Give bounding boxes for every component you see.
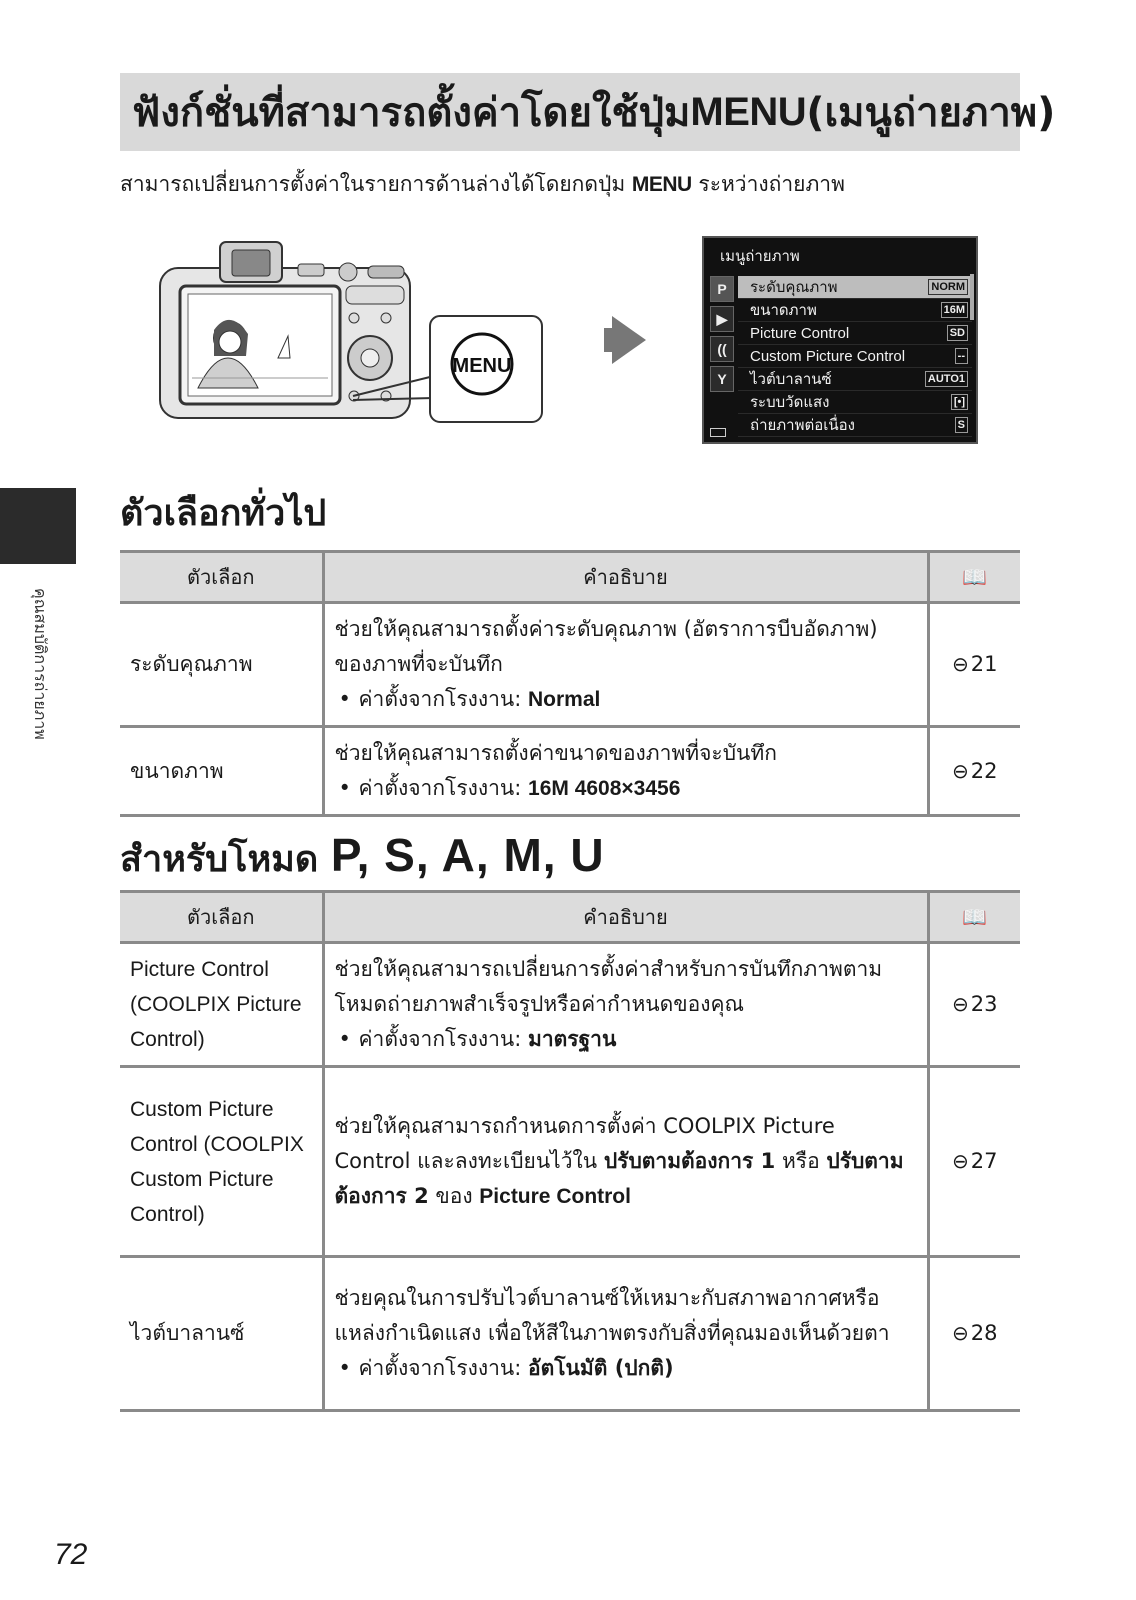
menu-word: MENU [690,89,807,134]
screen-item-label: ถ่ายภาพต่อเนื่อง [750,417,855,434]
option-description [323,1067,928,1257]
screen-scrollbar [970,274,974,320]
default-label: ค่าตั้งจากโรงงาน: [358,687,529,711]
reference-number: 28 [970,1321,998,1345]
reference-number: 22 [970,758,998,783]
table-row [120,727,1020,816]
description-text: ช่วยให้คุณสามารถกำหนดการตั้งค่า COOLPIX Picture Control และลงทะเบียนไว้ใน [334,1114,835,1173]
col-header-option: ตัวเลือก [120,552,323,603]
reference-icon: ⊖ [952,992,969,1016]
mode-letters: P, S, A, M, U [330,829,605,881]
page-reference[interactable] [928,727,1020,816]
arrow-right-icon [612,316,646,364]
wireless-tab-icon[interactable]: (( [710,336,734,362]
section-heading-modes [120,828,605,887]
description-bold: ปรับตามต้องการ 1 [603,1149,776,1173]
screen-menu-item[interactable] [738,368,972,391]
screen-tab-icons [710,276,734,396]
screen-menu-item[interactable] [738,345,972,368]
reference-icon: ⊖ [952,1149,969,1173]
modes-heading-text: สำหรับโหมด [120,839,331,880]
reference-icon: ⊖ [952,652,969,676]
intro-text [120,168,1020,201]
default-label: ค่าตั้งจากโรงงาน: [358,1027,529,1051]
screen-item-value: NORM [928,279,968,295]
description-text: ช่วยให้คุณสามารถตั้งค่าระดับคุณภาพ (อัตราการบีบอัดภาพ) ของภาพที่จะบันทึก [334,617,878,676]
option-description [323,727,928,816]
page-number: 72 [54,1538,88,1571]
shooting-tab-icon[interactable]: P [710,276,734,302]
table-row [120,1067,1020,1257]
default-setting [335,682,917,717]
battery-icon [710,428,726,437]
col-header-description: คำอธิบาย [323,892,928,943]
description-text: ช่วยคุณในการปรับไวต์บาลานซ์ให้เหมาะกับสภาพอากาศหรือแหล่งกำเนิดแสง เพื่อให้สีในภาพตรงกับสิ่งที่คุณมองเห็นด้วยตา [334,1286,890,1345]
option-name: Custom Picture Control (COOLPIX Custom Picture Control) [120,1067,323,1257]
option-description [323,603,928,727]
page-reference[interactable] [928,603,1020,727]
reference-number: 27 [970,1149,998,1173]
screen-item-label: ขนาดภาพ [750,302,817,319]
description-text: ของ [428,1184,480,1208]
screen-item-label: ระดับคุณภาพ [750,279,838,296]
default-setting [335,1351,917,1386]
screen-menu-item[interactable] [738,276,972,299]
page-reference[interactable] [928,1067,1020,1257]
page-title [120,73,1056,151]
screen-item-label: ไวต์บาลานซ์ [750,371,832,388]
description-text: ช่วยให้คุณสามารถเปลี่ยนการตั้งค่าสำหรับการบันทึกภาพตามโหมดถ่ายภาพสำเร็จรูปหรือค่ากำหนดของคุณ [334,957,883,1016]
option-description [323,943,928,1067]
option-name: Picture Control (COOLPIX Picture Control) [120,943,323,1067]
option-name: ระดับคุณภาพ [120,603,323,727]
default-setting [335,1022,917,1057]
screen-menu-item[interactable] [738,299,972,322]
screen-item-value: SD [947,325,968,341]
book-icon: 📖 [928,552,1020,603]
page-reference[interactable] [928,943,1020,1067]
screen-item-value: AUTO1 [925,371,968,387]
default-value: อัตโนมัติ (ปกติ) [528,1356,674,1380]
screen-item-label: ระบบวัดแสง [750,394,830,411]
screen-menu-item[interactable] [738,414,972,437]
screen-menu-list [738,276,972,437]
intro-suffix: ระหว่างถ่ายภาพ [691,172,845,196]
intro-menu-word: MENU [631,173,692,196]
chapter-tab-label: คุณสมบัติการถ่ายภาพ [31,588,50,740]
table-row [120,1257,1020,1411]
title-text: ฟังก์ชั่นที่สามารถตั้งค่าโดยใช้ปุ่ม [132,90,691,136]
screen-item-label: Picture Control [750,324,850,342]
description-bold: Picture Control [479,1185,631,1208]
screen-title: เมนูถ่ายภาพ [720,248,800,265]
default-value: Normal [528,688,601,711]
table-row [120,603,1020,727]
description-text: หรือ [775,1149,827,1173]
screen-menu-item[interactable] [738,322,972,345]
screen-item-value: -- [955,348,968,364]
intro-part: สามารถเปลี่ยนการตั้งค่าในรายการด้านล่างได้โดยกดปุ่ม [120,172,632,196]
book-icon: 📖 [928,892,1020,943]
general-options-table [120,550,1020,817]
table-row [120,943,1020,1067]
reference-number: 21 [970,652,998,676]
reference-icon: ⊖ [952,758,969,783]
description-bold: ปรับตามต้องการ 2 [334,1149,904,1208]
reference-icon: ⊖ [952,1321,969,1345]
default-value: มาตรฐาน [528,1027,617,1051]
description-text: ช่วยให้คุณสามารถตั้งค่าขนาดของภาพที่จะบันทึก [334,741,777,765]
title-suffix: (เมนูถ่ายภาพ) [806,90,1056,136]
chapter-tab-block [0,488,76,564]
setup-tab-icon[interactable]: Y [710,366,734,392]
camera-illustration [158,238,548,428]
col-header-option: ตัวเลือก [120,892,323,943]
movie-tab-icon[interactable]: ▶ [710,306,734,332]
default-value: 16M 4608×3456 [528,777,681,800]
screen-menu-item[interactable] [738,391,972,414]
default-setting [335,771,917,806]
screen-item-value: 16M [941,302,968,318]
option-name: ไวต์บาลานซ์ [120,1257,323,1411]
option-description [323,1257,928,1411]
default-label: ค่าตั้งจากโรงงาน: [358,776,529,800]
reference-number: 23 [970,992,998,1016]
screen-item-value: S [955,417,968,433]
section-heading-general: ตัวเลือกทั่วไป [120,493,327,534]
col-header-description: คำอธิบาย [323,552,928,603]
screen-item-label: Custom Picture Control [750,347,906,365]
option-name: ขนาดภาพ [120,727,323,816]
menu-button-label: MENU [452,355,512,377]
default-label: ค่าตั้งจากโรงงาน: [358,1356,529,1380]
shooting-menu-screen [702,236,978,444]
mode-options-table [120,890,1020,1412]
page-reference[interactable] [928,1257,1020,1411]
screen-item-value: [•] [951,394,968,410]
